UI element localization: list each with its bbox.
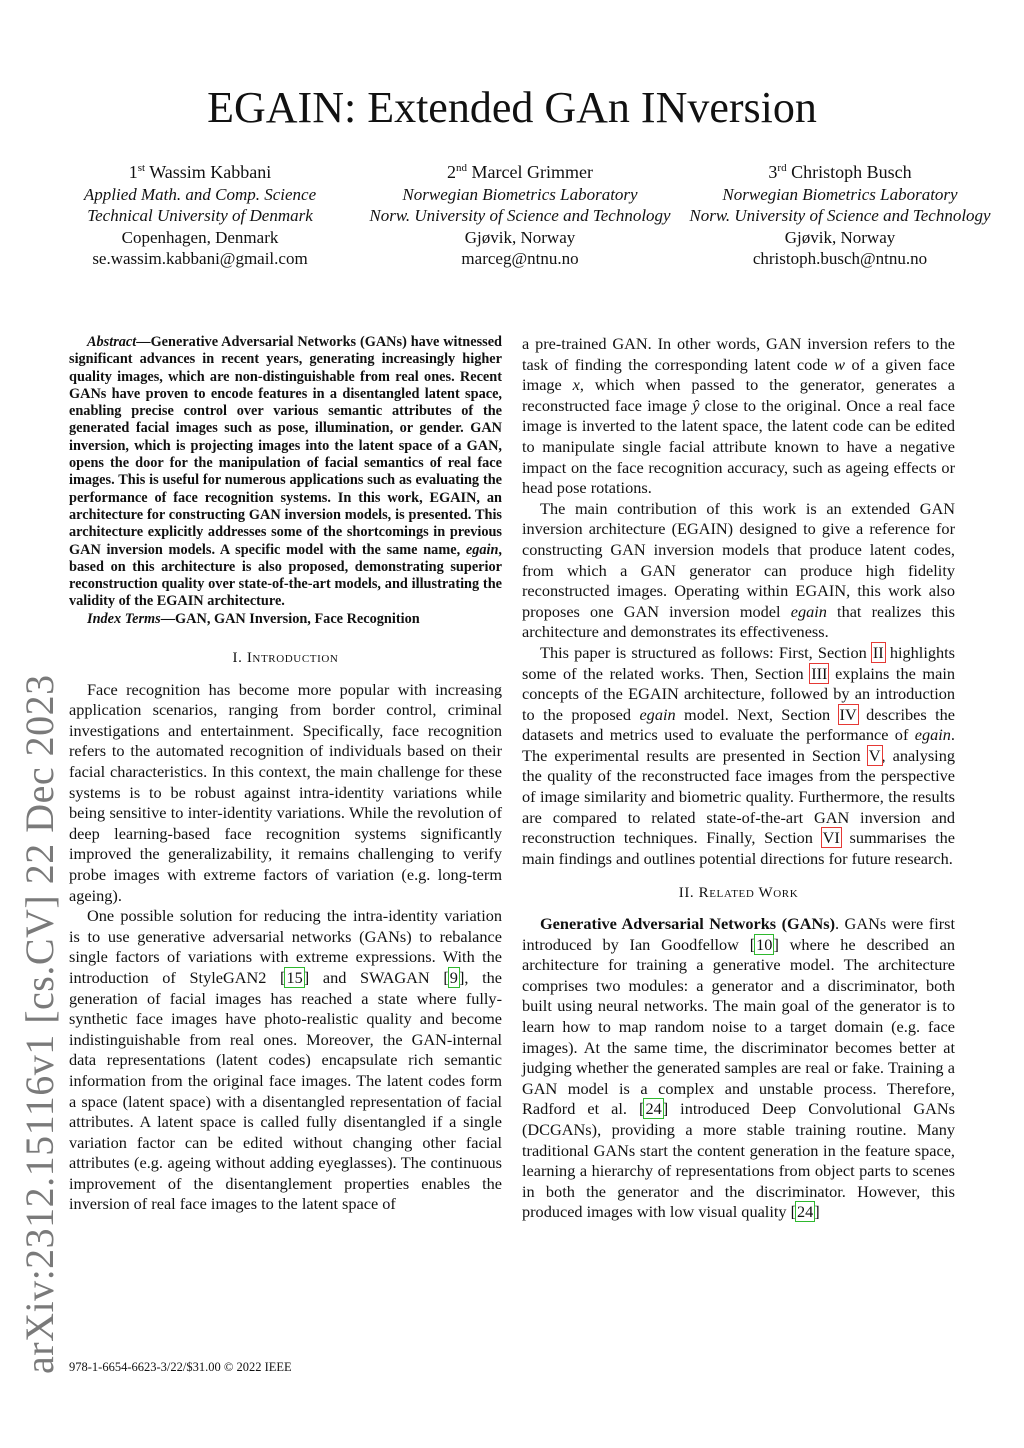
section-link[interactable]: IV — [839, 704, 857, 724]
author-institution: Norw. University of Science and Technology — [689, 206, 991, 225]
text-run: describes the datasets and metrics used to evaluate the performance of — [522, 704, 956, 745]
section-heading-related-work: II. Related Work — [678, 885, 799, 902]
intro-paragraph-3 — [522, 499, 955, 643]
abstract-text-end: , based on this architecture is also proposed, demonstrating superior reconstruction quality over state-of-the-art models, and illustrating the validity of the EGAIN architecture. — [69, 541, 502, 610]
text-run: . The experimental results are presented in Section — [522, 725, 955, 765]
arxiv-sidebar-stamp: arXiv:2312.15116v1 [cs.CV] 22 Dec 2023 — [17, 674, 62, 1374]
author-location: Gjøvik, Norway — [464, 227, 576, 247]
author-affiliation: Norwegian Biometrics Laboratory — [402, 184, 638, 204]
text-run: This paper is structured as follows: First, Section — [540, 642, 872, 662]
section-link[interactable]: V — [868, 745, 881, 765]
math-var-w: w — [834, 354, 845, 374]
author-institution: Technical University of Denmark — [87, 206, 313, 225]
index-terms-label: Index Terms — [87, 610, 161, 627]
author-location: Copenhagen, Denmark — [121, 227, 279, 247]
text-run: . GANs were first introduced by Ian Goodfellow [ — [522, 914, 955, 954]
citation-link[interactable]: 24 — [645, 1099, 662, 1119]
text-run: ] introduced Deep Convolutional GANs (DCGANs), providing a more stable training routine. Many traditional GANs start the content generation in the feature space, learning a hierarchy of representations from object parts to scenes in both the generator and the discriminator. However, this produced images with low visual quality [ — [522, 1099, 956, 1222]
text-run: highlights some of the related works. Then, Section — [522, 642, 955, 683]
section-heading-introduction: I. Introduction — [232, 650, 339, 667]
text-run: ], the generation of facial images has reached a state where fully-synthetic face images have photo-realistic quality and become indistinguishable from real ones. Moreover, the GAN-internal data representations (latent codes) encapsulate rich semantic information from the original face images. The latent codes form a space (latent space) with a disentangled representation of facial attributes. A latent space is called fully disentangled if a single variation factor can be edited without changing other facial attributes (e.g. ageing without adding eyeglasses). The continuous improvement of the disentanglement properties enables the inversion of real face images to the latent space of — [69, 967, 502, 1214]
author-1 — [40, 158, 360, 270]
author-affiliation: Norwegian Biometrics Laboratory — [722, 184, 958, 204]
paragraph-lead: Generative Adversarial Networks (GANs) — [540, 914, 835, 934]
text-run: a pre-trained GAN. In other words, GAN inversion refers to the task of finding the corresponding latent code — [522, 334, 955, 374]
author-email[interactable]: christoph.busch@ntnu.no — [752, 249, 928, 268]
author-2 — [360, 158, 680, 270]
text-run: ] where he described an architecture for training a generative model. The architecture comprises two modules: a generator and a discriminator, both built using neural networks. The main goal of the generator is to learn how to map random noise to a target domain (e.g. face images). At the same time, the discriminator becomes better at judging whether the generated samples are real or fake. Training a GAN model is a complex and unstable process. Therefore, Radford et al. [ — [522, 934, 956, 1119]
text-run: , analysing the quality of the reconstructed face images from the perspective of image similarity and biometric quality. Furthermore, the results are compared to related state-of-the-art GAN inversion and reconstruction techniques. Finally, Section — [522, 745, 955, 848]
intro-paragraph-2-cont — [522, 334, 955, 499]
text-run: ] and SWAGAN [ — [303, 967, 449, 987]
paper-title: EGAIN: Extended GAn INversion — [207, 83, 817, 132]
citation-link[interactable]: 24 — [797, 1202, 814, 1222]
author-name: Christoph Busch — [791, 162, 912, 182]
text-run: explains the main concepts of the EGAIN architecture, followed by an introduction to the proposed — [522, 663, 955, 724]
abstract-text: —Generative Adversarial Networks (GANs) have witnessed significant advances in recent years, generating increasingly higher quality images, which are non-distinguishable from real ones. Recent GANs have proven to encode features in a disentangled latent space, enabling precise control over various semantic attributes of the generated facial images such as pose, illumination, or gender. GAN inversion, which is projecting images into the latent space of a GAN, opens the door for the manipulation of facial semantics of real face images. This is useful for numerous applications such as evaluating the performance of face recognition systems. In this work, EGAIN, an architecture for constructing GAN inversion models, is presented. This architecture explicitly addresses some of the shortcomings in previous GAN inversion models. A specific model with the same name, — [69, 334, 502, 558]
right-column — [522, 334, 955, 1223]
author-ordinal-suffix: rd — [777, 162, 787, 174]
math-var-yhat: ŷ — [692, 395, 700, 415]
author-ordinal: 1 — [128, 162, 138, 182]
text-run: One possible solution for reducing the intra-identity variation is to use generative adversarial networks (GANs) to rebalance single factors of variations with extreme expressions. With the introduction of StyleGAN2 [ — [69, 906, 502, 987]
author-ordinal-suffix: st — [137, 162, 146, 174]
section-link[interactable]: VI — [822, 828, 840, 848]
citation-link[interactable]: 15 — [286, 967, 303, 987]
text-run: The main contribution of this work is an extended GAN inversion architecture (EGAIN) designed to give a reference for constructing GAN inversion models that produce latent codes, from which a GAN generator can produce high fidelity reconstructed images. Operating within EGAIN, this work also proposes one GAN inversion model — [522, 498, 955, 621]
author-institution: Norw. University of Science and Technology — [369, 206, 671, 225]
author-name: Marcel Grimmer — [471, 162, 593, 182]
text-run: model. Next, Section — [675, 704, 839, 724]
model-name: egain — [790, 601, 827, 621]
abstract-model-name: egain — [465, 541, 499, 558]
intro-paragraph-4 — [522, 643, 955, 870]
left-column — [69, 334, 502, 1215]
section-link[interactable]: III — [811, 663, 828, 683]
model-name: egain — [639, 704, 676, 724]
text-run: of a given face image — [522, 354, 955, 395]
citation-link[interactable]: 10 — [756, 934, 773, 954]
index-terms-text: —GAN, GAN Inversion, Face Recognition — [160, 610, 420, 627]
intro-paragraph-1: Face recognition has become more popular with increasing application scenarios, ranging from border control, criminal investigations and entertainment. Specifically, face recognition refers to the automated recognition of individuals based on their facial characteristics. In this context, the main challenge for these systems is to be robust against intra-identity variations while being sensitive to inter-identity variations. While the revolution of deep learning-based face recognition systems significantly improved the generalizability, it remains challenging to verify probe images with extreme factors of variation (e.g. long-term ageing). — [69, 679, 502, 905]
copyright-footer: 978-1-6654-6623-3/22/$31.00 © 2022 IEEE — [69, 1360, 292, 1374]
text-run: that realizes this architecture and demonstrates its effectiveness. — [522, 601, 955, 642]
author-block — [50, 158, 990, 268]
author-location: Gjøvik, Norway — [784, 227, 896, 247]
author-affiliation: Applied Math. and Comp. Science — [83, 184, 317, 204]
section-link[interactable]: II — [872, 642, 884, 662]
text-run: summarises the main findings and outlines potential directions for future research. — [522, 828, 956, 868]
author-email[interactable]: marceg@ntnu.no — [461, 249, 579, 268]
author-3 — [680, 158, 1000, 270]
math-var-x: x — [572, 375, 580, 395]
intro-paragraph-2 — [69, 906, 502, 1215]
index-terms — [69, 611, 502, 628]
text-run: close to the original. Once a real face image is inverted to the latent space, the latent code can be edited to manipulate single facial attribute known to have a negative impact on the face recognition accuracy, such as ageing effects or head pose rotations. — [522, 395, 955, 498]
citation-link[interactable]: 9 — [449, 967, 458, 987]
author-ordinal: 2 — [447, 162, 457, 182]
abstract — [69, 334, 502, 611]
model-name: egain — [914, 725, 951, 745]
author-ordinal: 3 — [768, 162, 778, 182]
abstract-label: Abstract — [87, 334, 137, 350]
author-ordinal-suffix: nd — [456, 162, 468, 174]
text-run: , which when passed to the generator, generates a reconstructed face image — [522, 375, 955, 415]
author-email[interactable]: se.wassim.kabbani@gmail.com — [92, 249, 308, 268]
author-name: Wassim Kabbani — [149, 162, 272, 182]
text-run: ] — [814, 1202, 820, 1222]
related-paragraph-1 — [522, 914, 955, 1223]
